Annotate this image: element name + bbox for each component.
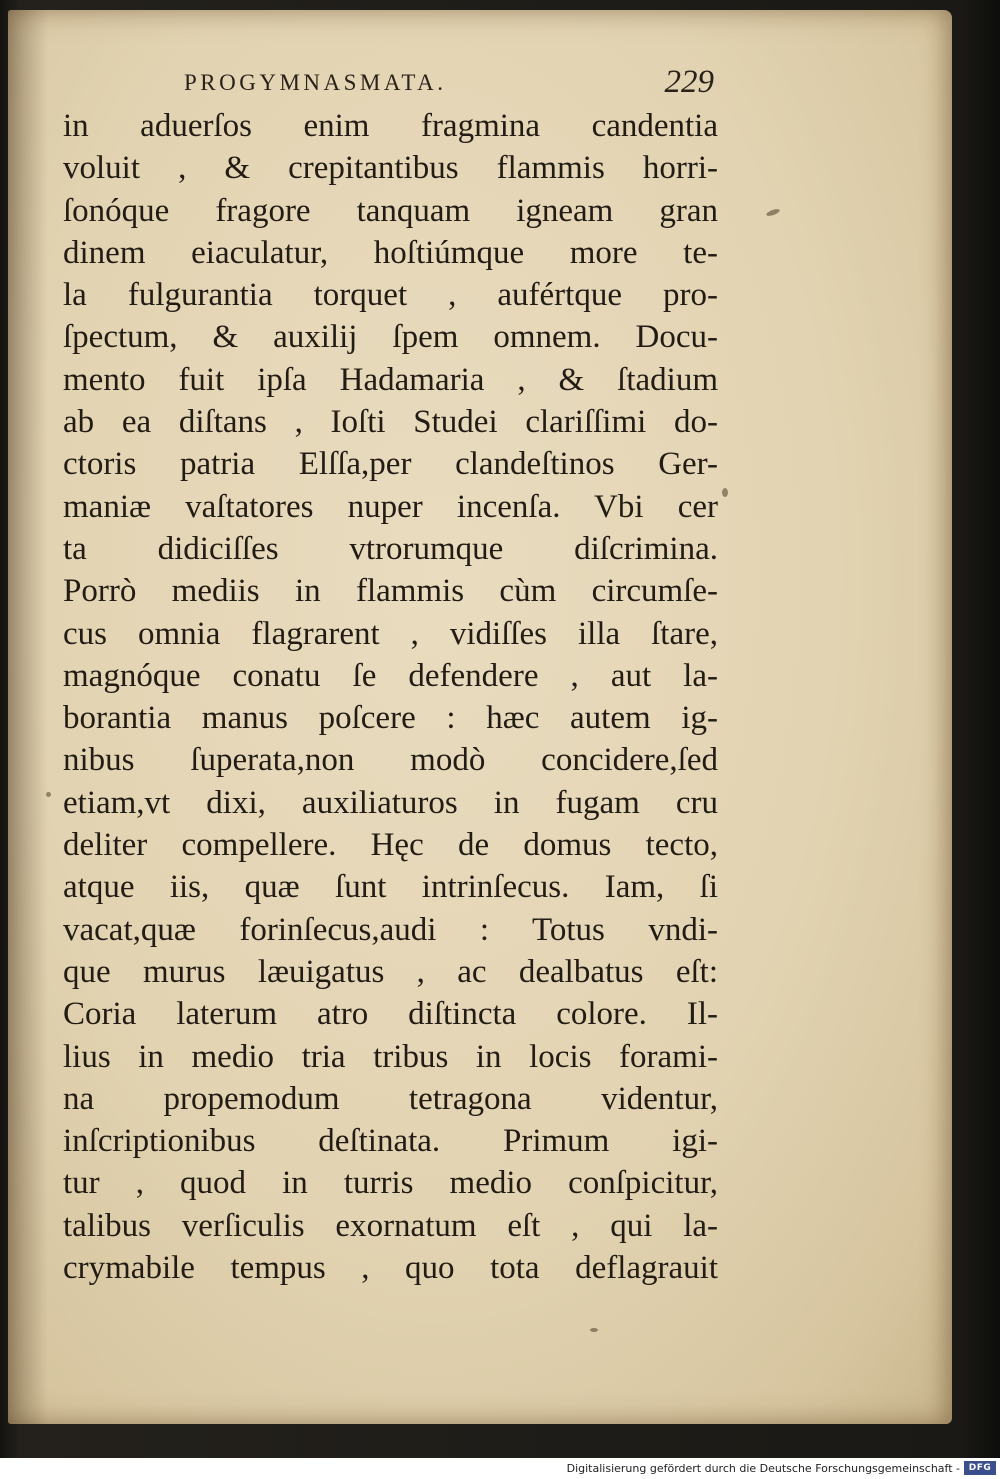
paper-speck [766,208,781,217]
text-line: magnóque conatu ſe defendere , aut la- [63,657,718,694]
digitization-credit: Digitalisierung gefördert durch die Deutsche Forschungsgemeinschaft - [566,1462,960,1475]
text-line: ta didiciſſes vtrorumque diſcrimina. [63,530,718,567]
text-line: mento fuit ipſa Hadamaria , & ſtadium [63,361,718,398]
text-line: la fulgurantia torquet , aufértque pro- [63,277,718,314]
body-text [63,105,718,1289]
text-line: cus omnia flagrarent , vidiſſes illa ſtare, [63,615,718,652]
text-line: lius in medio tria tribus in locis forami- [63,1038,718,1075]
paper-speck [590,1328,598,1332]
text-line: talibus verſiculis exornatum eſt , qui la- [63,1207,718,1244]
dfg-logo: DFG [964,1461,996,1475]
running-head [184,62,714,102]
text-line: voluit , & crepitantibus flammis horri- [63,150,718,187]
page-gutter-shadow [8,10,48,1424]
text-line: ab ea diſtans , Ioſti Studei clariſſimi do- [63,404,718,441]
text-line: borantia manus poſcere : hæc autem ig- [63,700,718,737]
paper-speck [46,792,51,797]
text-line: dinem eiaculatur, hoſtiúmque more te- [63,234,718,271]
book-page [8,10,952,1424]
text-line: ſonóque fragore tanquam igneam gran [63,192,718,229]
text-line: que murus læuigatus , ac dealbatus eſt: [63,953,718,990]
text-line: inſcriptionibus deſtinata. Primum igi- [63,1123,718,1160]
text-line: Coria laterum atro diſtincta colore. Il- [63,996,718,1033]
text-line: vacat,quæ forinſecus,audi : Totus vndi- [63,911,718,948]
text-line: atque iis, quæ ſunt intrinſecus. Iam, ſi [63,869,718,906]
footer-strip [0,1458,1000,1479]
running-title: PROGYMNASMATA. [184,70,447,95]
text-line: Porrò mediis in flammis cùm circumſe- [63,573,718,610]
text-line: nibus ſuperata,non modò concidere,ſed [63,742,718,779]
text-line: in aduerſos enim fragmina candentia [63,108,718,144]
text-line: etiam,vt dixi, auxiliaturos in fugam cru [63,784,718,821]
page-number: 229 [664,64,714,100]
text-line: maniæ vaſtatores nuper incenſa. Vbi cer [63,488,718,525]
paper-speck [722,488,728,497]
text-line: crymabile tempus , quo tota deflagrauit [63,1250,718,1287]
text-line: deliter compellere. Hęc de domus tecto, [63,827,718,864]
text-line: tur , quod in turris medio conſpicitur, [63,1165,718,1202]
text-line: ctoris patria Elſſa,per clandeſtinos Ger- [63,446,718,483]
text-line: na propemodum tetragona videntur, [63,1080,718,1117]
text-line: ſpectum, & auxilij ſpem omnem. Docu- [63,319,718,356]
